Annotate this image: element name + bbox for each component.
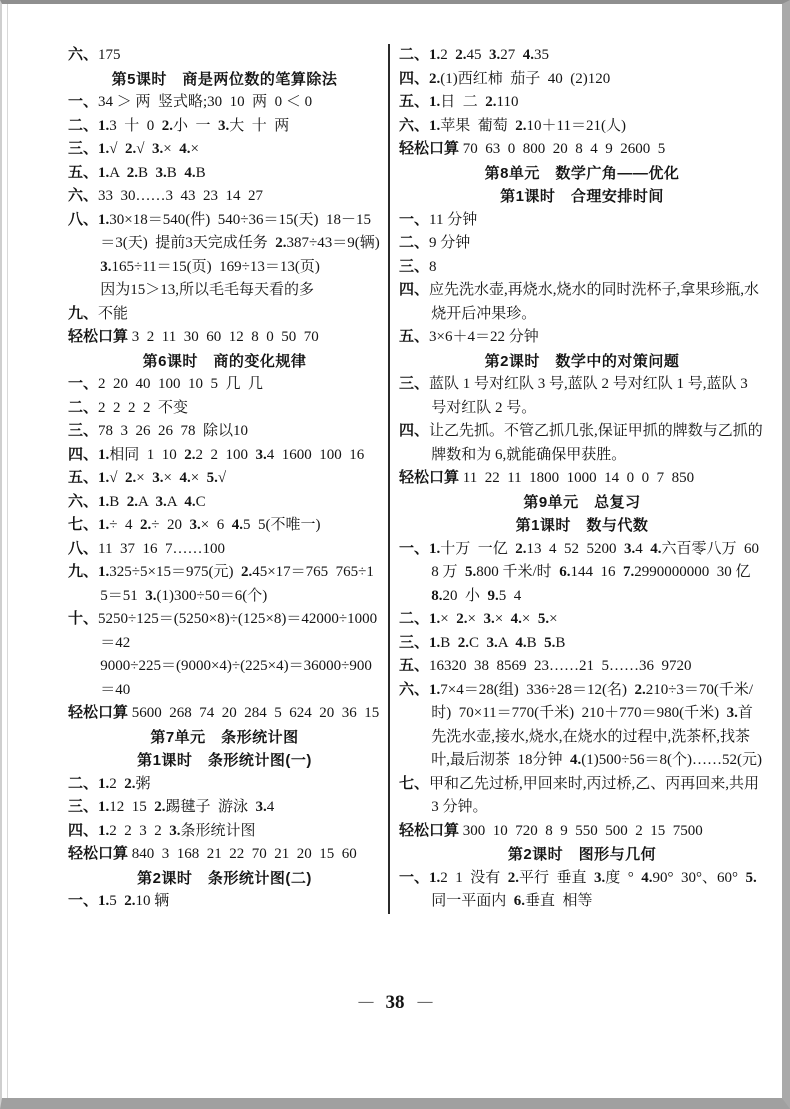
answer-line: 五、1.√ 2.× 3.× 4.× 5.√ (68, 470, 227, 486)
answer-line: 四、1.相同 1 10 2.2 2 100 3.4 1600 100 16 (68, 446, 365, 463)
answer-line: 轻松口算 3 2 11 30 60 12 8 0 50 70 (68, 329, 319, 345)
section-header: 第8单元 数学广角——优化 (484, 164, 680, 182)
page-edge-line (7, 4, 8, 1098)
section-header: 第1课时 数与代数 (515, 517, 649, 534)
answer-line: 四、1.2 2 3 2 3.条形统计图 (68, 822, 256, 839)
answer-line: 五、3×6＋4＝22 分钟 (399, 329, 539, 345)
answer-line: 四、应先洗水壶,再烧水,烧水的同时洗杯子,拿果珍瓶,水烧开后冲果珍。 (399, 282, 760, 322)
left-column (68, 44, 388, 914)
right-column (390, 44, 765, 914)
continuation-line: 因为15＞13,所以毛毛每天看的多 (100, 282, 315, 298)
answer-line: 轻松口算 840 3 168 21 22 70 21 20 15 60 (68, 846, 357, 862)
answer-line: 七、1.÷ 4 2.÷ 20 3.× 6 4.5 5(不唯一) (68, 517, 321, 533)
answer-line: 六、1.7×4＝28(组) 336÷28＝12(名) 2.210÷3＝70(千米/时) 70×11＝770(千米) 210＋770＝980(千米) 3.首先洗水壶,接水,烧水,在烧水的过程中,洗茶杯,找茶叶,最后沏茶 18分钟 4.(1)500÷56＝8(个)……52(元) (399, 681, 762, 768)
section-header: 第2课时 条形统计图(二) (137, 869, 312, 887)
answer-line: 轻松口算 5600 268 74 20 284 5 624 20 36 15 (68, 705, 380, 721)
answer-line: 一、11 分钟 (399, 211, 478, 228)
answer-line: 六、33 30……3 43 23 14 27 (68, 188, 264, 204)
answer-line: 一、34 ＞ 两 竖式略;30 10 两 0 ＜ 0 (68, 94, 313, 110)
answer-line: 六、1.苹果 葡萄 2.10＋11＝21(人) (399, 117, 626, 134)
answer-line: 五、1.日 二 2.110 (399, 94, 519, 110)
answer-line: 三、蓝队 1 号对红队 3 号,蓝队 2 号对红队 1 号,蓝队 3 号对红队 2 号。 (399, 376, 752, 416)
answer-line: 三、1.√ 2.√ 3.× 4.× (68, 141, 199, 157)
answer-line: 九、1.325÷5×15＝975(元) 2.45×17＝765 765÷15＝51 3.(1)300÷50＝6(个) (68, 564, 374, 604)
section-header: 第2课时 图形与几何 (507, 846, 657, 863)
content-area (68, 44, 765, 914)
answer-line: 三、78 3 26 26 78 除以10 (68, 423, 249, 439)
answer-line: 七、甲和乙先过桥,甲回来时,丙过桥,乙、丙再回来,共用 3 分钟。 (399, 775, 763, 815)
answer-line: 二、1.2 2.45 3.27 4.35 (399, 47, 550, 63)
answer-line: 三、1.B 2.C 3.A 4.B 5.B (399, 634, 566, 651)
answer-line: 五、1.A 2.B 3.B 4.B (68, 164, 206, 181)
answer-line: 一、1.2 1 没有 2.平行 垂直 3.度 ° 4.90° 30°、60° 5.同一平面内 6.垂直 相等 (399, 869, 757, 909)
answer-line: 一、1.5 2.10 辆 (68, 893, 170, 909)
page-number: 38 (385, 992, 405, 1013)
answer-line: 轻松口算 11 22 11 1800 1000 14 0 0 7 850 (399, 470, 695, 486)
answer-line: 六、1.B 2.A 3.A 4.C (68, 493, 206, 510)
section-header: 第7单元 条形统计图 (150, 728, 299, 746)
answer-line: 一、2 20 40 100 10 5 几 几 (68, 376, 264, 392)
answer-line: 二、1.2 2.粥 (68, 775, 151, 792)
answer-line: 四、2.(1)西红柿 茄子 40 (2)120 (399, 70, 611, 87)
answer-line: 二、1.× 2.× 3.× 4.× 5.× (399, 611, 558, 627)
answer-line: 二、1.3 十 0 2.小 一 3.大 十 两 (68, 117, 290, 134)
answer-line: 六、175 (68, 47, 121, 63)
section-header: 第6课时 商的变化规律 (142, 352, 307, 370)
footer-dash-right: — (417, 994, 432, 1010)
continuation-line: 9000÷225＝(9000×4)÷(225×4)＝36000÷900＝40 (100, 658, 372, 698)
page-footer (0, 992, 790, 1014)
answer-line: 十、5250÷125＝(5250×8)÷(125×8)＝42000÷1000＝42 (68, 611, 378, 651)
answer-line: 一、1.十万 一亿 2.13 4 52 5200 3.4 4.六百零八万 608 万 5.800 千米/时 6.144 16 7.2990000000 30 亿 8.20 小 9.5 4 (399, 540, 760, 604)
section-header: 第9单元 总复习 (523, 493, 641, 511)
section-header: 第5课时 商是两位数的笔算除法 (111, 70, 338, 88)
section-header: 第1课时 合理安排时间 (500, 188, 664, 205)
answer-line: 轻松口算 70 63 0 800 20 8 4 9 2600 5 (399, 141, 666, 157)
answer-line: 五、16320 38 8569 23……21 5……36 9720 (399, 658, 692, 674)
footer-dash-left: — (358, 994, 373, 1010)
section-header: 第2课时 数学中的对策问题 (484, 352, 680, 370)
answer-line: 轻松口算 300 10 720 8 9 550 500 2 15 7500 (399, 822, 703, 839)
answer-line: 三、8 (399, 258, 437, 275)
answer-line: 八、1.30×18＝540(件) 540÷36＝15(天) 18－15＝3(天) 提前3天完成任务 2.387÷43＝9(辆) 3.165÷11＝15(页) 169÷13＝13(页) (68, 211, 388, 275)
section-header: 第1课时 条形统计图(一) (137, 752, 312, 769)
answer-line: 二、2 2 2 2 不变 (68, 399, 189, 416)
answer-line: 八、11 37 16 7……100 (68, 540, 225, 557)
answer-line: 九、不能 (68, 305, 129, 322)
answer-line: 四、让乙先抓。不管乙抓几张,保证甲抓的牌数与乙抓的牌数和为 6,就能确保甲获胜。 (399, 423, 763, 463)
answer-line: 二、9 分钟 (399, 235, 471, 251)
answer-line: 三、1.12 15 2.踢毽子 游泳 3.4 (68, 799, 275, 815)
